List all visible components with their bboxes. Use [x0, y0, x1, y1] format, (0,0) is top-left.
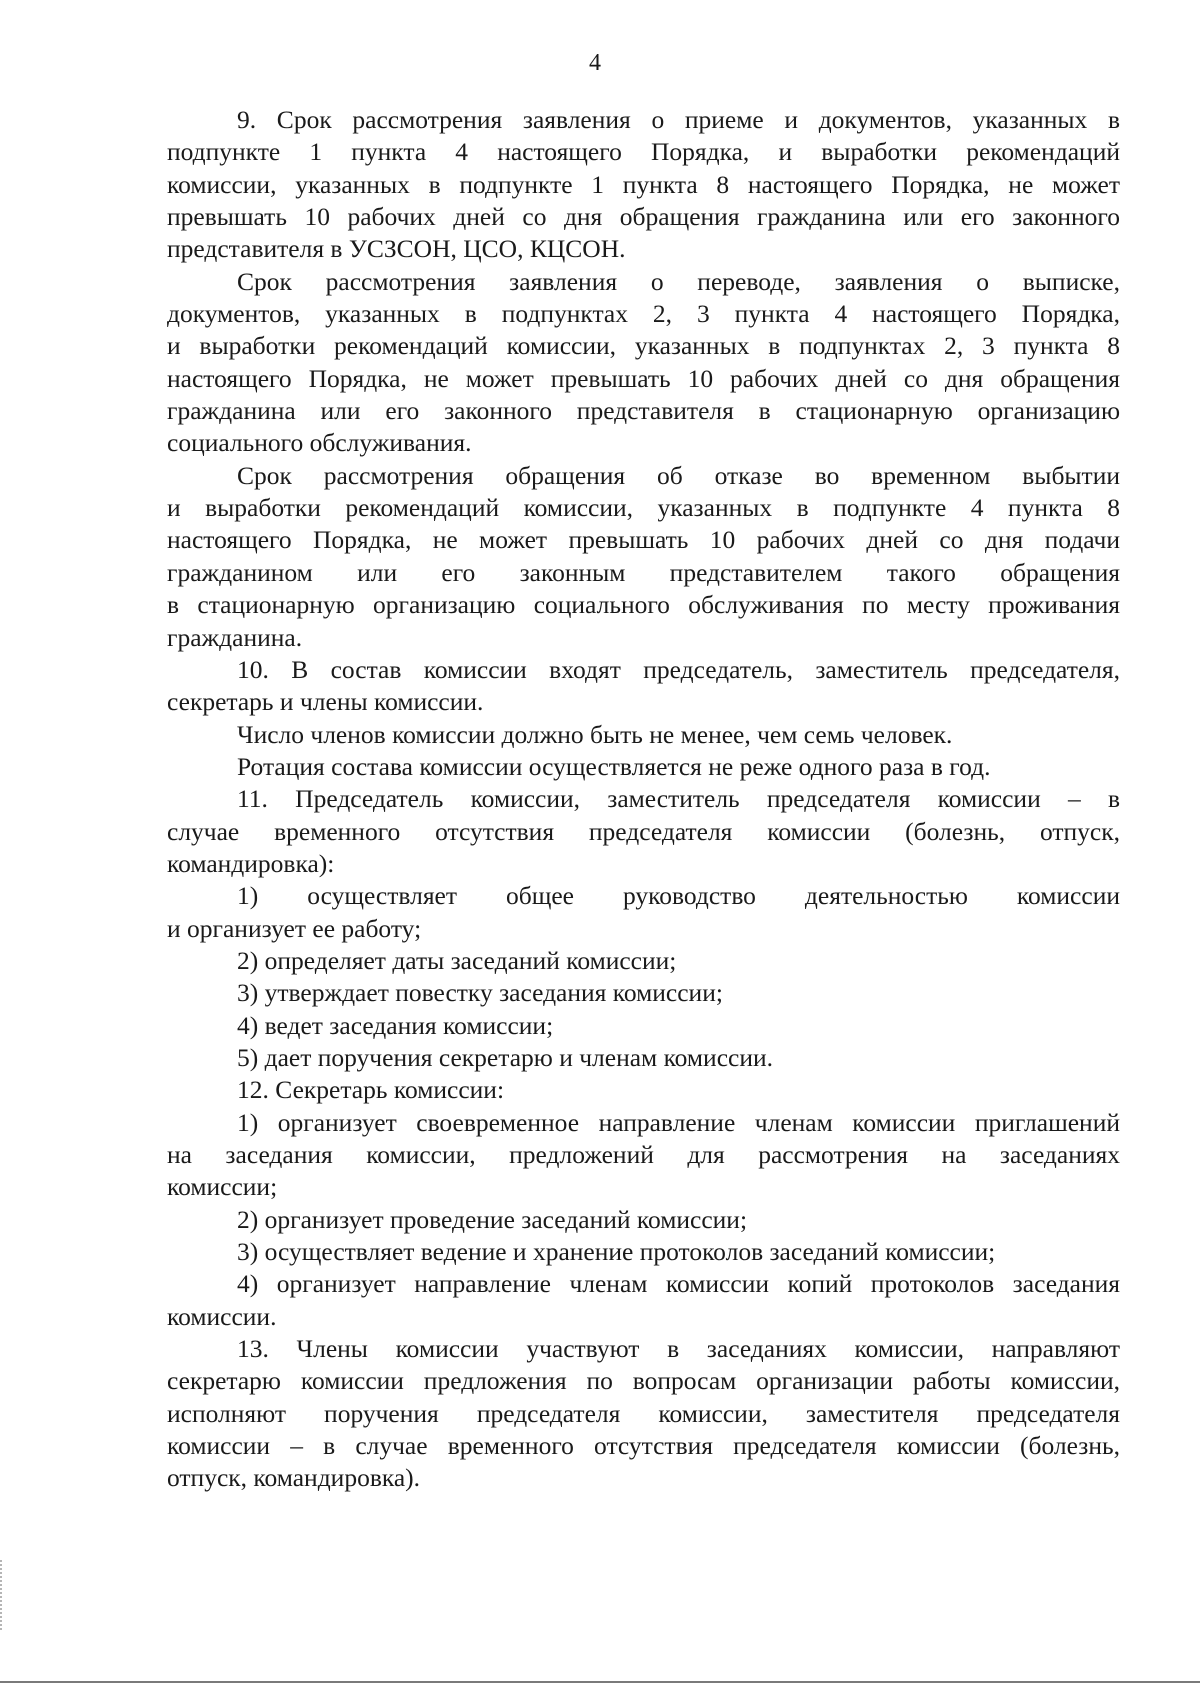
- paragraph-p12: [167, 1074, 1120, 1106]
- text-line: подпункте 1 пункта 4 настоящего Порядка, и выработки рекомендаций: [167, 137, 1120, 167]
- text-line: исполняют поручения председателя комиссии, заместителя председателя: [167, 1398, 1120, 1428]
- paragraph-p12-3: [167, 1236, 1120, 1268]
- text-line: Срок рассмотрения заявления о переводе, заявления о выписке,: [237, 266, 1120, 296]
- text-line: 3) осуществляет ведение и хранение протоколов заседаний комиссии;: [237, 1237, 996, 1267]
- text-line: 9. Срок рассмотрения заявления о приеме и документов, указанных в: [237, 105, 1120, 134]
- text-line: и выработки рекомендаций комиссии, указанных в подпунктах 2, 3 пункта 8: [167, 331, 1120, 361]
- paragraph-p9: [167, 104, 1120, 266]
- page-number: 4: [589, 50, 601, 76]
- text-line: гражданина или его законного представителя в стационарную организацию: [167, 396, 1120, 426]
- text-line: 1) осуществляет общее руководство деятельностью комиссии: [237, 881, 1120, 911]
- text-line: превышать 10 рабочих дней со дня обращения гражданина или его законного: [167, 202, 1120, 232]
- paragraph-p11: [167, 783, 1120, 880]
- text-line: 10. В состав комиссии входят председатель, заместитель председателя,: [237, 654, 1120, 684]
- text-line: комиссии.: [167, 1301, 277, 1331]
- text-line: 2) организует проведение заседаний комиссии;: [237, 1204, 748, 1234]
- paragraph-p11-2: [167, 945, 1120, 977]
- text-line: отпуск, командировка).: [167, 1463, 421, 1493]
- scan-bottom-edge: [0, 1681, 1200, 1683]
- text-line: представителя в УСЗСОН, ЦСО, КЦСОН.: [167, 234, 626, 264]
- text-line: и выработки рекомендаций комиссии, указанных в подпункте 4 пункта 8: [167, 493, 1120, 523]
- text-line: случае временного отсутствия председателя комиссии (болезнь, отпуск,: [167, 816, 1120, 846]
- text-line: 2) определяет даты заседаний комиссии;: [237, 945, 677, 975]
- text-line: Срок рассмотрения обращения об отказе во временном выбытии: [237, 460, 1120, 490]
- paragraph-p10: [167, 654, 1120, 719]
- text-line: гражданина.: [167, 622, 303, 652]
- text-line: Число членов комиссии должно быть не менее, чем семь человек.: [237, 719, 953, 749]
- text-line: Ротация состава комиссии осуществляется не реже одного раза в год.: [237, 751, 991, 781]
- text-line: гражданином или его законным представителем такого обращения: [167, 557, 1120, 587]
- paragraph-p9-refusal: [167, 460, 1120, 654]
- text-line: 12. Секретарь комиссии:: [237, 1075, 505, 1105]
- text-line: на заседания комиссии, предложений для рассмотрения на заседаниях: [167, 1140, 1120, 1169]
- paragraph-p10-rotation: [167, 751, 1120, 783]
- text-line: настоящего Порядка, не может превышать 10 рабочих дней со дня обращения: [167, 363, 1120, 393]
- paragraph-p12-2: [167, 1204, 1120, 1236]
- text-line: 3) утверждает повестку заседания комиссии;: [237, 978, 723, 1008]
- text-line: документов, указанных в подпунктах 2, 3 пункта 4 настоящего Порядка,: [167, 299, 1120, 329]
- paragraph-p13: [167, 1333, 1120, 1495]
- paragraph-p11-1: [167, 880, 1120, 945]
- paragraph-p12-1: [167, 1107, 1120, 1204]
- text-line: 11. Председатель комиссии, заместитель председателя комиссии – в: [237, 784, 1120, 814]
- text-line: настоящего Порядка, не может превышать 10 рабочих дней со дня подачи: [167, 525, 1120, 555]
- text-line: 4) ведет заседания комиссии;: [237, 1010, 554, 1040]
- text-line: социального обслуживания.: [167, 428, 472, 458]
- paragraph-p9-transfer: [167, 266, 1120, 460]
- text-line: и организует ее работу;: [167, 913, 422, 943]
- document-body: [167, 104, 1120, 1495]
- text-line: комиссии – в случае временного отсутствия председателя комиссии (болезнь,: [167, 1431, 1120, 1461]
- scan-edge-marks: [0, 1560, 6, 1630]
- text-line: 13. Члены комиссии участвуют в заседаниях комиссии, направляют: [237, 1334, 1120, 1364]
- paragraph-p11-3: [167, 977, 1120, 1009]
- paragraph-p12-4: [167, 1268, 1120, 1333]
- text-line: 1) организует своевременное направление членам комиссии приглашений: [237, 1107, 1120, 1137]
- text-line: в стационарную организацию социального обслуживания по месту проживания: [167, 590, 1120, 620]
- text-line: комиссии, указанных в подпункте 1 пункта 8 настоящего Порядка, не может: [167, 169, 1120, 199]
- text-line: секретарь и члены комиссии.: [167, 687, 484, 717]
- text-line: 5) дает поручения секретарю и членам комиссии.: [237, 1042, 774, 1072]
- paragraph-p11-4: [167, 1010, 1120, 1042]
- text-line: секретарю комиссии предложения по вопросам организации работы комиссии,: [167, 1366, 1120, 1396]
- text-line: 4) организует направление членам комиссии копий протоколов заседания: [237, 1269, 1120, 1299]
- text-line: комиссии;: [167, 1172, 278, 1202]
- paragraph-p10-count: [167, 719, 1120, 751]
- paragraph-p11-5: [167, 1042, 1120, 1074]
- text-line: командировка):: [167, 848, 335, 878]
